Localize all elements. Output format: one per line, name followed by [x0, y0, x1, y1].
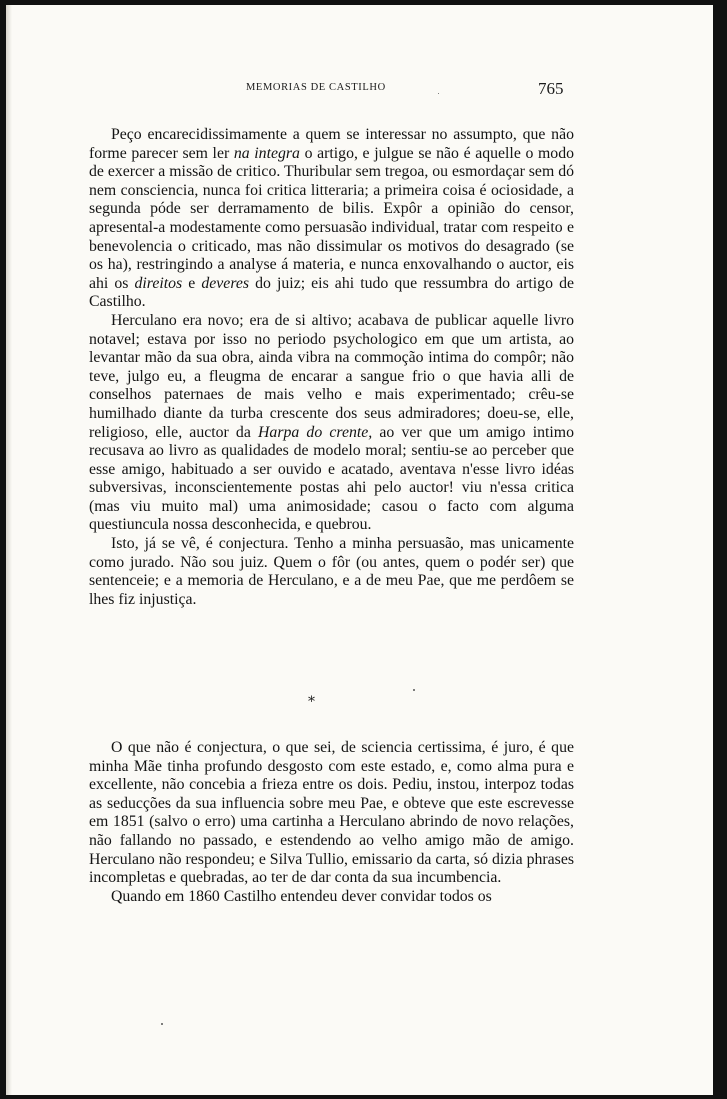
paragraph-text: ao ver que um amigo intimo recusava ao livro as qualidades de modelo moral; sentiu-se ao perceber que esse amigo, habituado a ser ouvido e acatado, aventava n'esse livro idéas subversivas, inconscientemente postas ahi pelo auctor! viu n'essa critica (mas viu muito mal) uma animosidade; casou o facto com alguma questiuncula nossa desconhecida, e quebrou. [89, 423, 574, 534]
paragraph-herculano [89, 312, 574, 535]
paragraph-1860: Quando em 1860 Castilho entendeu dever convidar todos os [111, 887, 492, 905]
paper-speck [161, 1023, 163, 1025]
book-page [6, 5, 713, 1095]
running-head: MEMORIAS DE CASTILHO [246, 82, 386, 93]
text-section-1 [89, 126, 574, 609]
paragraph-review-criticism [89, 126, 574, 312]
paragraph-text: Peço encarecidissimamente a quem se interessar no assumpto, que não forme parecer sem ler [89, 126, 574, 162]
italic-title: Harpa do crente, [258, 423, 373, 441]
paper-speck [413, 689, 415, 691]
italic-phrase: na integra [233, 144, 300, 162]
paragraph-text: o artigo, e julgue se não é aquelle o modo de exercer a missão de critico. Thuribular sem tregoa, ou esmordaçar sem dó nem consciencia, nunca foi critica litteraria; a primeira coisa é ociosidade, a segunda póde ser derramamento de bilis. Expôr a opinião do censor, apresental-a modestamente como persuasão individual, tratar com respeito e benevolencia o criticado, mas não dissimular os motivos do desagrado (se os ha), restringindo a analyse á materia, e nunca enxovalhando o auctor, eis ahi os [89, 144, 574, 292]
italic-phrase: direitos [134, 274, 183, 292]
page-spine-shadow [6, 5, 12, 1095]
text-section-2 [89, 739, 574, 906]
paragraph-text: do juiz; eis ahi tudo que ressumbra do artigo de Castilho. [89, 274, 574, 311]
paragraph-text: e [182, 274, 202, 292]
paper-speck [438, 93, 439, 94]
paragraph-conjecture: Isto, já se vê, é conjectura. Tenho a minha persuasão, mas unicamente como jurado. Não sou juiz. Quem o fôr (ou antes, quem o podér ser) que sentenceie; e a memoria de Herculano, e a de meu Pae, que me perdôem se lhes fiz injustiça. [89, 535, 574, 608]
page-number: 765 [538, 79, 564, 98]
paragraph-mother: O que não é conjectura, o que sei, de sciencia certissima, é juro, é que minha Mãe tinha profundo desgosto com este estado, e, como alma pura e excellente, não concebia a frieza entre os dois. Pediu, instou, interpoz todas as seducções da sua influencia sobre meu Pae, e obteve que este escrevesse em 1851 (salvo o erro) uma cartinha a Herculano abrindo de novo relações, não fallando no passado, e estendendo ao velho amigo mão de amigo. Herculano não respondeu; e Silva Tullio, emissario da carta, só dizia phrases incompletas e quebradas, ao ter de dar conta da sua incumbencia. [89, 739, 574, 887]
italic-phrase: deveres [201, 274, 250, 292]
paragraph-text: Herculano era novo; era de si altivo; acabava de publicar aquelle livro notavel; estava por isso no periodo psychologico em que um artista, ao levantar mão da sua obra, ainda vibra na commoção intima do compôr; não teve, julgo eu, a fleugma de encarar a sangue frio o que havia alli de conselhos paternaes de mais velho e mais experimentado; crêu-se humilhado diante da turba crescente dos seus admiradores; doeu-se, elle, religioso, elle, auctor da [89, 311, 574, 441]
section-separator-asterisk: * [308, 694, 315, 710]
